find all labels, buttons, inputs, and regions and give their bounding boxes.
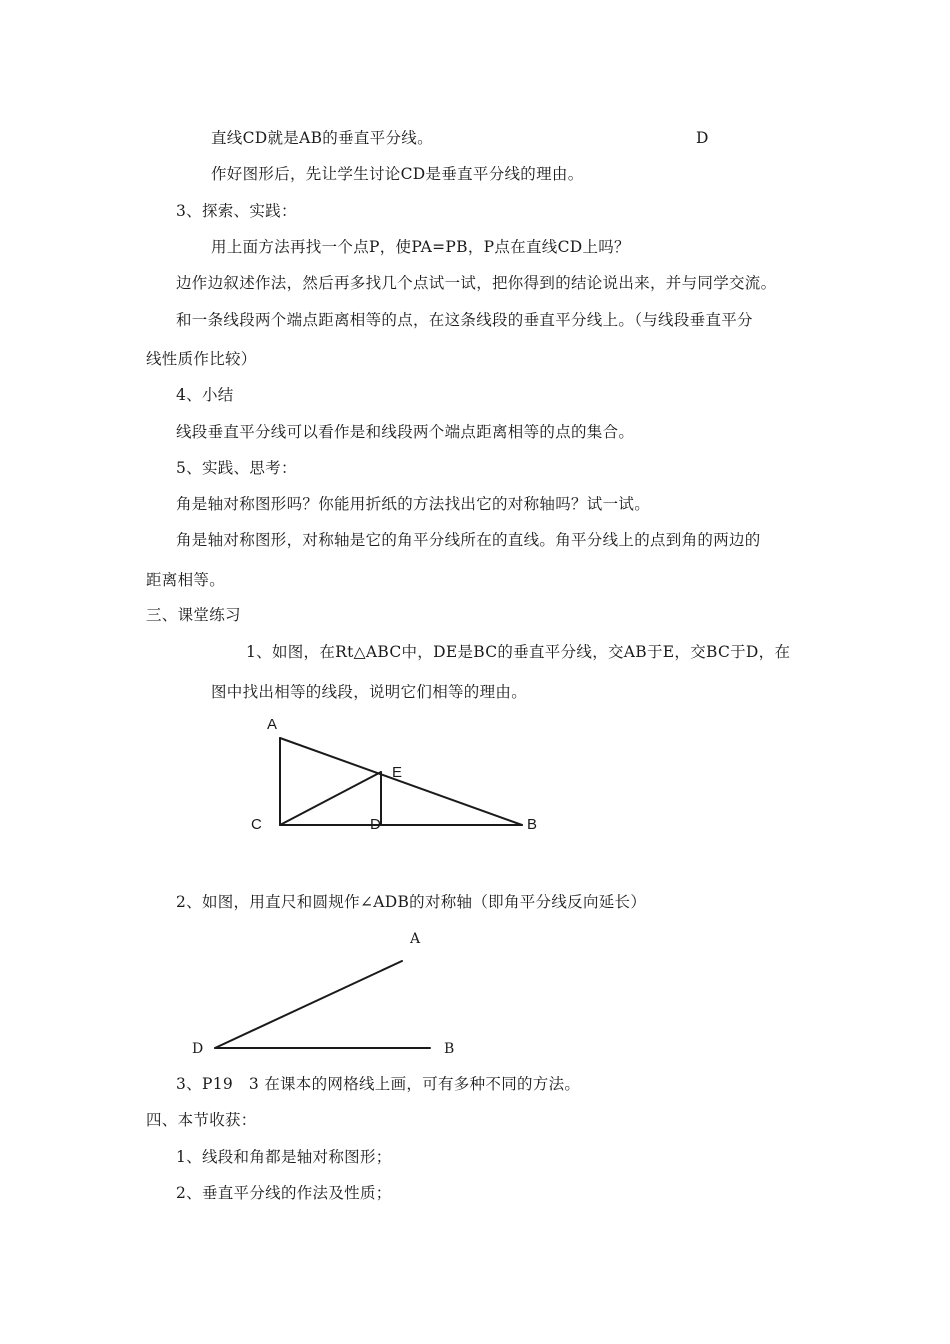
paragraph-narrate-construction: 边作边叙述作法，然后再多找几个点试一试，把你得到的结论说出来，并与同学交流。 bbox=[176, 274, 777, 292]
section-heading-practice-think: 5、实践、思考： bbox=[176, 459, 297, 477]
paragraph-angle-answer-line1: 角是轴对称图形，对称轴是它的角平分线所在的直线。角平分线上的点到角的两边的 bbox=[176, 531, 761, 549]
ray-da bbox=[215, 961, 402, 1048]
paragraph-conclusion-line2: 线性质作比较） bbox=[146, 350, 257, 368]
fig1-label-a: A bbox=[267, 716, 278, 733]
paragraph-angle-question: 角是轴对称图形吗？你能用折纸的方法找出它的对称轴吗？试一试。 bbox=[176, 495, 651, 513]
fig1-label-c: C bbox=[251, 816, 262, 833]
section-heading-summary: 4、小结 bbox=[176, 386, 234, 404]
fig1-label-e: E bbox=[392, 764, 403, 781]
gains-item-1: 1、线段和角都是轴对称图形； bbox=[176, 1148, 392, 1166]
fig2-label-d: D bbox=[192, 1041, 204, 1057]
fig1-label-b: B bbox=[527, 816, 538, 833]
segment-ce bbox=[280, 772, 381, 825]
exercise-1-line2: 图中找出相等的线段，说明它们相等的理由。 bbox=[211, 683, 528, 701]
section-heading-explore: 3、探索、实践： bbox=[176, 202, 297, 220]
section-heading-gains: 四、本节收获： bbox=[146, 1111, 257, 1129]
paragraph-angle-answer-line2: 距离相等。 bbox=[146, 571, 226, 589]
point-label-d: D bbox=[696, 129, 709, 147]
exercise-1-line1: 1、如图，在Rt△ABC中，DE是BC的垂直平分线，交AB于E，交BC于D，在 bbox=[246, 643, 791, 661]
gains-item-2: 2、垂直平分线的作法及性质； bbox=[176, 1184, 392, 1202]
fig1-label-d: D bbox=[370, 816, 381, 833]
fig2-label-a: A bbox=[410, 931, 421, 947]
exercise-2: 2、如图，用直尺和圆规作∠ADB的对称轴（即角平分线反向延长） bbox=[176, 893, 647, 911]
fig2-label-b: B bbox=[444, 1041, 455, 1057]
paragraph-perpendicular-bisector: 直线CD就是AB的垂直平分线。 bbox=[211, 129, 433, 147]
paragraph-conclusion-line1: 和一条线段两个端点距离相等的点，在这条线段的垂直平分线上。（与线段垂直平分 bbox=[176, 311, 753, 329]
section-heading-classroom-practice: 三、课堂练习 bbox=[146, 606, 241, 624]
paragraph-find-point-p: 用上面方法再找一个点P，使PA=PB，P点在直线CD上吗？ bbox=[211, 238, 630, 256]
exercise-3: 3、P19 3 在课本的网格线上画，可有多种不同的方法。 bbox=[176, 1075, 581, 1093]
paragraph-discussion: 作好图形后，先让学生讨论CD是垂直平分线的理由。 bbox=[211, 165, 584, 183]
paragraph-summary: 线段垂直平分线可以看作是和线段两个端点距离相等的点的集合。 bbox=[176, 423, 635, 441]
